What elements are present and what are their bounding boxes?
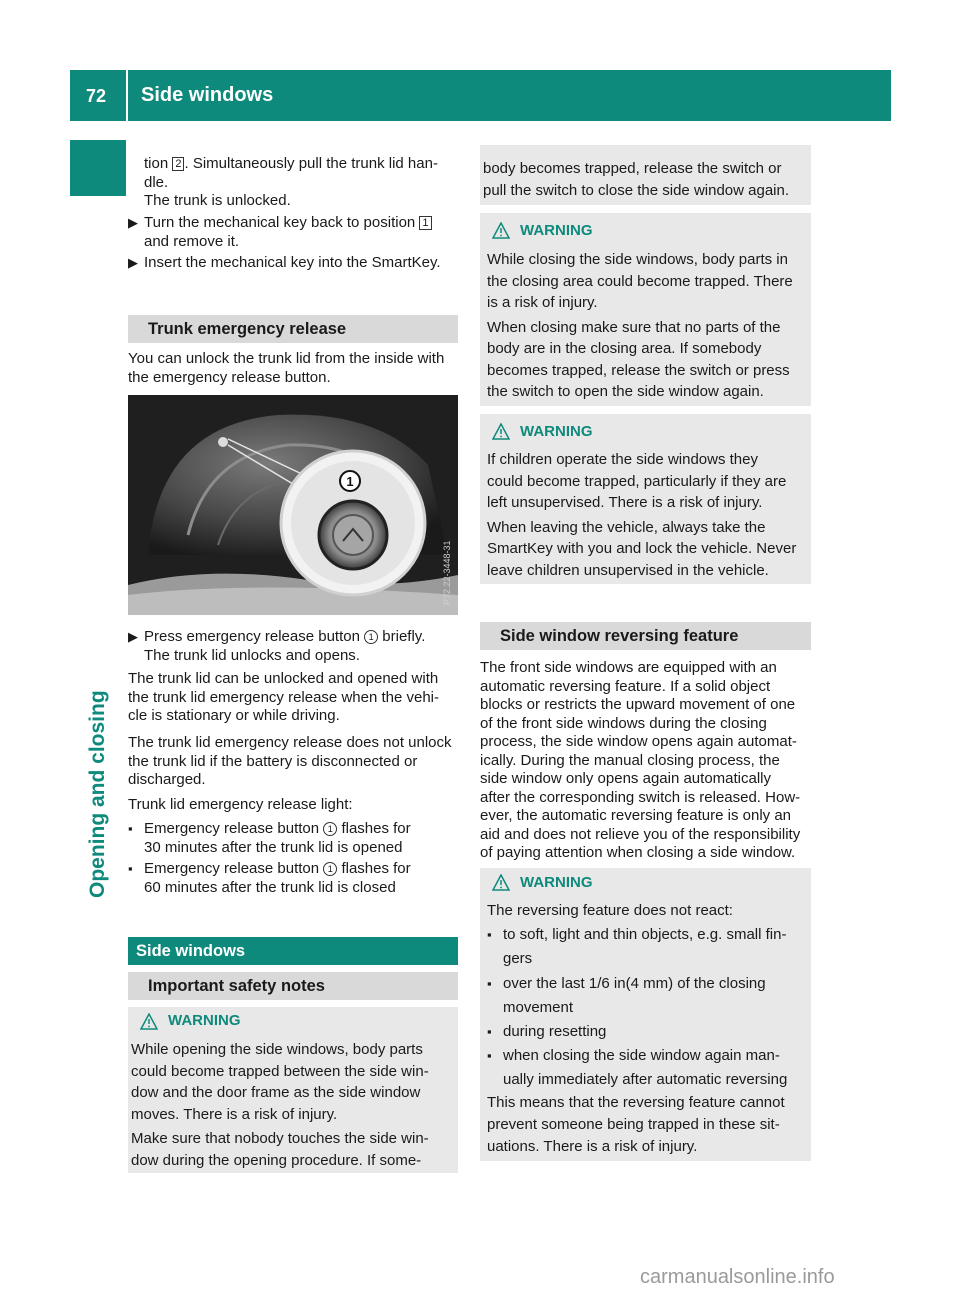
side-windows-heading: Side windows <box>128 937 458 965</box>
warning-triangle-icon <box>492 222 510 240</box>
trunk-emergency-heading: Trunk emergency release <box>128 315 458 343</box>
trunk-intro-paragraph: You can unlock the trunk lid from the inside with the emergency release button. <box>128 350 445 386</box>
step-press-button: ▶ Press emergency release button 1 briefly. The trunk lid unlocks and opens. <box>128 628 426 664</box>
warning-bullet-3: ▪ during resetting <box>487 1020 809 1044</box>
trunk-lid-illustration <box>128 395 458 615</box>
warning-bullet-4: ▪ when closing the side window again man- ually immediately after automatic reversing <box>487 1044 809 1092</box>
trunk-lid-photo <box>128 395 458 615</box>
photo-callout-1: 1 <box>346 474 354 489</box>
reversing-paragraph: The front side windows are equipped with an automatic reversing feature. If a solid object blocks or restricts the upward movement of one of the front side windows during the closing process, the side window opens again automat- ically. During the manual closing process, the side window only opens again automatically after the corresponding switch is released. How- ever, the automatic reversing feature is only an aid and does not relieve you of the responsibility of paying attention when closing a side window. <box>480 659 801 861</box>
intro-paragraph: tion 2 . Simultaneously pull the trunk lid han- dle. The trunk is unlocked. <box>144 155 438 209</box>
warning-text: While opening the side windows, body parts could become trapped between the side win- dow and the door frame as the side window moves. There is a risk of injury. Make sure that nobody touches the side win- dow during the opening procedure. If some- <box>131 1041 429 1169</box>
callout-1-icon: 1 <box>323 862 337 876</box>
callout-1-icon: 1 <box>323 822 337 836</box>
light-bullet-2: ▪ Emergency release button 1 flashes for 60 minutes after the trunk lid is closed <box>128 860 411 896</box>
trunk-paragraph-2: The trunk lid can be unlocked and opened with the trunk lid emergency release when the vehi- cle is stationary or while driving. <box>128 670 440 724</box>
bullet-icon: ▪ <box>487 1024 492 1039</box>
warning-box-closing <box>480 213 811 406</box>
trunk-paragraph-3: The trunk lid emergency release does not unlock the trunk lid if the battery is disconnected or discharged. <box>128 734 452 788</box>
warning-box-children <box>480 414 811 584</box>
reversing-feature-heading: Side window reversing feature <box>480 622 811 650</box>
warning-bullet-2: ▪ over the last 1/6 in(4 mm) of the closing movement <box>487 972 809 1020</box>
side-tab-marker <box>70 140 126 196</box>
side-tab-label: Opening and closing <box>86 690 109 898</box>
warning-title: WARNING <box>520 222 593 239</box>
warning-text: While closing the side windows, body parts in the closing area could become trapped. There is a risk of injury. When closing make sure that no parts of the body are in the closing area. If somebody becomes trapped, release the switch or press the switch to open the side window again. <box>487 251 793 400</box>
warning-title: WARNING <box>168 1012 241 1029</box>
bullet-icon: ▪ <box>128 821 133 836</box>
step-arrow-icon: ▶ <box>128 215 138 230</box>
warning-text-end: This means that the reversing feature cannot prevent someone being trapped in these sit- uations. There is a risk of injury. <box>487 1094 785 1155</box>
step-insert-key: ▶ Insert the mechanical key into the SmartKey. <box>128 254 441 271</box>
warning-box-opening <box>128 1007 458 1173</box>
warning-triangle-icon <box>492 874 510 892</box>
warning-triangle-icon <box>140 1013 158 1031</box>
step-turn-key: ▶ Turn the mechanical key back to position 1 and remove it. <box>128 214 458 251</box>
footer-watermark: carmanualsonline.info <box>640 1266 835 1288</box>
warning-title: WARNING <box>520 423 593 440</box>
page-title: Side windows <box>141 84 274 106</box>
position-1-key-icon: 1 <box>419 216 431 230</box>
warning-triangle-icon <box>492 423 510 441</box>
page-number: 72 <box>86 86 107 106</box>
bullet-icon: ▪ <box>487 927 492 942</box>
warning-box-continued <box>480 145 811 205</box>
callout-1-icon: 1 <box>364 630 378 644</box>
bullet-icon: ▪ <box>128 861 133 876</box>
warning-title: WARNING <box>520 874 593 891</box>
warning-box-reversing <box>480 868 811 1161</box>
step-arrow-icon: ▶ <box>128 629 138 644</box>
light-bullet-1: ▪ Emergency release button 1 flashes for 30 minutes after the trunk lid is opened <box>128 820 411 856</box>
bullet-icon: ▪ <box>487 976 492 991</box>
photo-code: P72.22-3448-31 <box>442 540 452 605</box>
warning-text: If children operate the side windows they could become trapped, particularly if they are left unsupervised. There is a risk of injury. When leaving the vehicle, always take the SmartKey with you and lock the vehicle. Never leave children unsupervised in the vehicle. <box>487 451 797 579</box>
warning-bullet-1: ▪ to soft, light and thin objects, e.g. small fin- gers <box>487 923 809 971</box>
step-arrow-icon: ▶ <box>128 255 138 270</box>
bullet-icon: ▪ <box>487 1048 492 1063</box>
trunk-paragraph-4: Trunk lid emergency release light: <box>128 796 353 813</box>
warning-text-intro: The reversing feature does not react: <box>487 902 733 919</box>
position-2-key-icon: 2 <box>172 157 184 171</box>
side-tab <box>86 598 110 898</box>
safety-notes-heading: Important safety notes <box>128 972 458 1000</box>
warning-continued-text: body becomes trapped, release the switch or pull the switch to close the side window again. <box>483 160 790 199</box>
